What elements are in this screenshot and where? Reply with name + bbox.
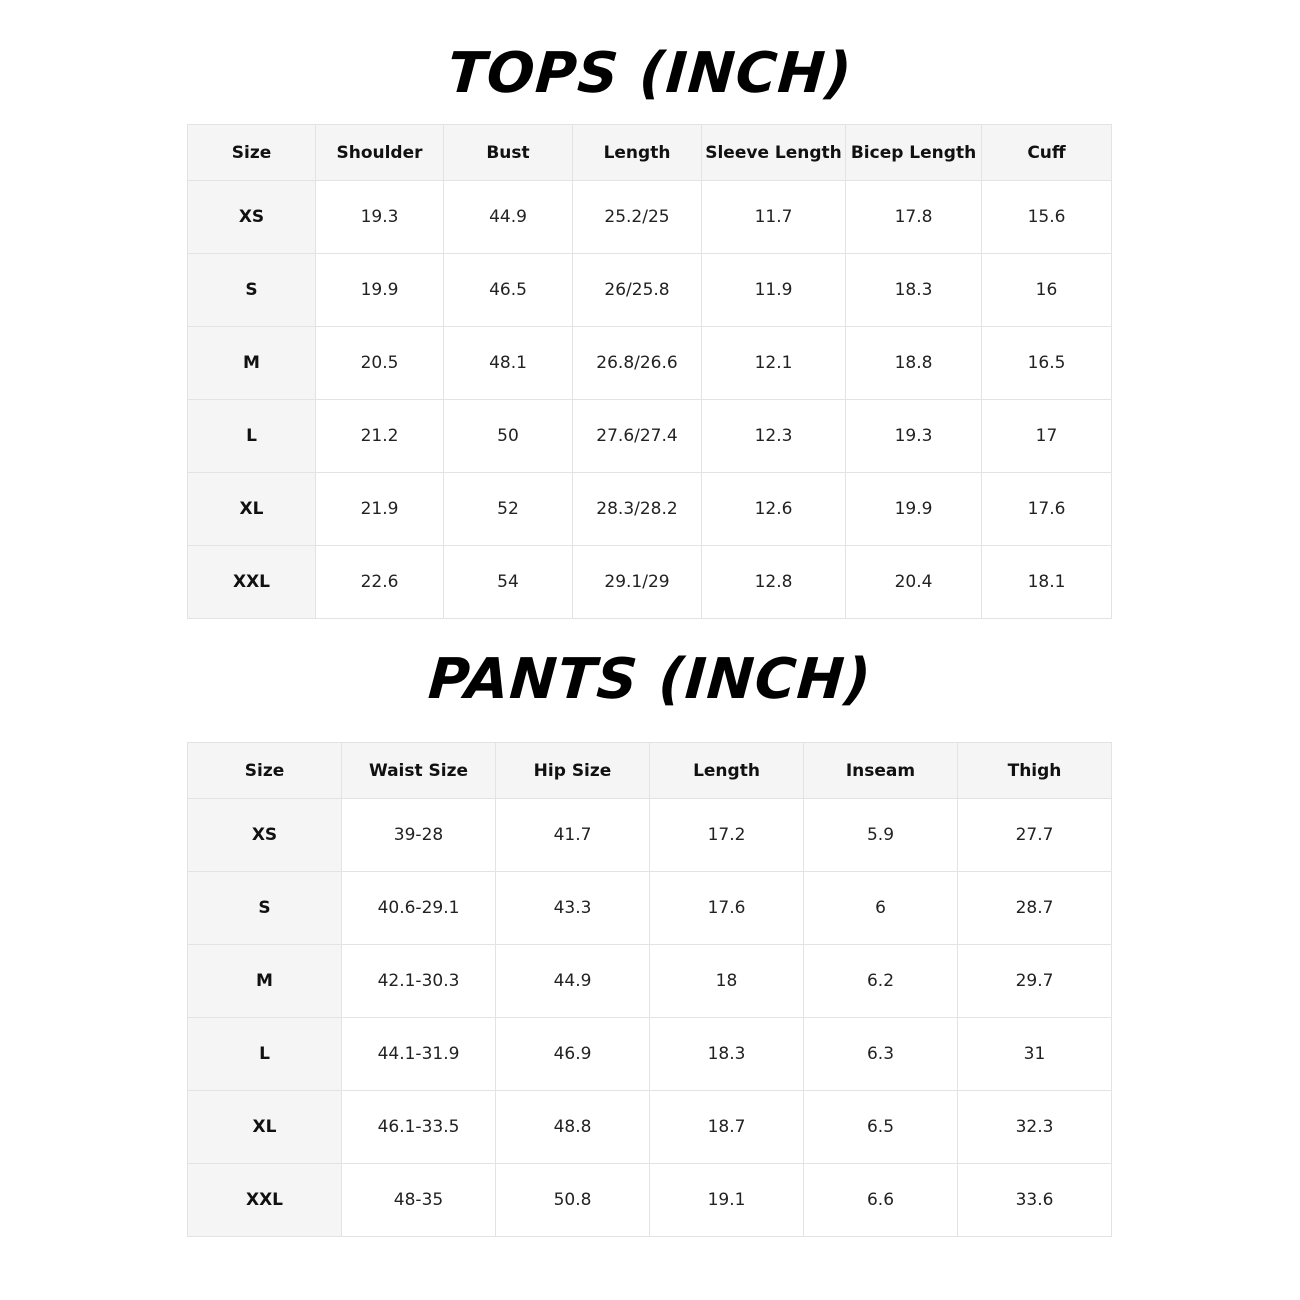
size-label: S bbox=[188, 254, 316, 327]
column-header-shoulder: Shoulder bbox=[316, 125, 444, 181]
table-cell: 46.1-33.5 bbox=[342, 1091, 496, 1164]
table-cell: 17.2 bbox=[650, 799, 804, 872]
size-label: S bbox=[188, 872, 342, 945]
table-cell: 27.6/27.4 bbox=[573, 400, 702, 473]
table-cell: 22.6 bbox=[316, 546, 444, 619]
tops-size-table bbox=[187, 124, 1112, 619]
table-row bbox=[188, 1164, 1112, 1237]
table-cell: 50 bbox=[444, 400, 573, 473]
table-cell: 48-35 bbox=[342, 1164, 496, 1237]
table-cell: 41.7 bbox=[496, 799, 650, 872]
table-cell: 20.4 bbox=[846, 546, 982, 619]
table-cell: 48.1 bbox=[444, 327, 573, 400]
table-row bbox=[188, 327, 1112, 400]
size-label: XS bbox=[188, 181, 316, 254]
table-cell: 44.9 bbox=[496, 945, 650, 1018]
table-cell: 18.7 bbox=[650, 1091, 804, 1164]
column-header-cuff: Cuff bbox=[982, 125, 1112, 181]
table-cell: 42.1-30.3 bbox=[342, 945, 496, 1018]
table-cell: 5.9 bbox=[804, 799, 958, 872]
column-header-sleeve-length: Sleeve Length bbox=[702, 125, 846, 181]
pants-size-table bbox=[187, 742, 1112, 1237]
size-label: XL bbox=[188, 1091, 342, 1164]
table-cell: 28.7 bbox=[958, 872, 1112, 945]
size-label: XXL bbox=[188, 546, 316, 619]
table-cell: 21.2 bbox=[316, 400, 444, 473]
table-cell: 19.1 bbox=[650, 1164, 804, 1237]
column-header-bust: Bust bbox=[444, 125, 573, 181]
table-cell: 29.7 bbox=[958, 945, 1112, 1018]
table-cell: 26/25.8 bbox=[573, 254, 702, 327]
table-cell: 44.9 bbox=[444, 181, 573, 254]
table-row bbox=[188, 473, 1112, 546]
table-cell: 46.9 bbox=[496, 1018, 650, 1091]
size-label: M bbox=[188, 945, 342, 1018]
table-cell: 6.5 bbox=[804, 1091, 958, 1164]
table-row bbox=[188, 400, 1112, 473]
size-label: L bbox=[188, 400, 316, 473]
table-cell: 31 bbox=[958, 1018, 1112, 1091]
table-cell: 20.5 bbox=[316, 327, 444, 400]
table-cell: 48.8 bbox=[496, 1091, 650, 1164]
table-cell: 21.9 bbox=[316, 473, 444, 546]
column-header-length: Length bbox=[650, 743, 804, 799]
table-cell: 18.3 bbox=[846, 254, 982, 327]
table-cell: 27.7 bbox=[958, 799, 1112, 872]
table-cell: 18.8 bbox=[846, 327, 982, 400]
table-cell: 32.3 bbox=[958, 1091, 1112, 1164]
table-row bbox=[188, 254, 1112, 327]
table-cell: 40.6-29.1 bbox=[342, 872, 496, 945]
table-cell: 19.9 bbox=[846, 473, 982, 546]
table-cell: 26.8/26.6 bbox=[573, 327, 702, 400]
table-row bbox=[188, 546, 1112, 619]
table-cell: 25.2/25 bbox=[573, 181, 702, 254]
table-cell: 16.5 bbox=[982, 327, 1112, 400]
column-header-hip-size: Hip Size bbox=[496, 743, 650, 799]
table-cell: 54 bbox=[444, 546, 573, 619]
column-header-size: Size bbox=[188, 743, 342, 799]
table-cell: 12.6 bbox=[702, 473, 846, 546]
table-cell: 17 bbox=[982, 400, 1112, 473]
size-label: XL bbox=[188, 473, 316, 546]
table-cell: 19.9 bbox=[316, 254, 444, 327]
table-cell: 19.3 bbox=[316, 181, 444, 254]
tops-title: TOPS (INCH) bbox=[445, 41, 855, 106]
table-cell: 52 bbox=[444, 473, 573, 546]
table-row bbox=[188, 799, 1112, 872]
table-header-row bbox=[188, 743, 1112, 799]
table-row bbox=[188, 1091, 1112, 1164]
column-header-size: Size bbox=[188, 125, 316, 181]
table-cell: 16 bbox=[982, 254, 1112, 327]
table-cell: 6.3 bbox=[804, 1018, 958, 1091]
size-label: XXL bbox=[188, 1164, 342, 1237]
table-cell: 39-28 bbox=[342, 799, 496, 872]
table-cell: 19.3 bbox=[846, 400, 982, 473]
size-label: XS bbox=[188, 799, 342, 872]
table-cell: 12.3 bbox=[702, 400, 846, 473]
table-cell: 18.1 bbox=[982, 546, 1112, 619]
table-cell: 50.8 bbox=[496, 1164, 650, 1237]
column-header-inseam: Inseam bbox=[804, 743, 958, 799]
table-cell: 18 bbox=[650, 945, 804, 1018]
table-cell: 28.3/28.2 bbox=[573, 473, 702, 546]
table-cell: 12.1 bbox=[702, 327, 846, 400]
table-cell: 6.2 bbox=[804, 945, 958, 1018]
table-cell: 6 bbox=[804, 872, 958, 945]
column-header-thigh: Thigh bbox=[958, 743, 1112, 799]
size-label: L bbox=[188, 1018, 342, 1091]
table-cell: 15.6 bbox=[982, 181, 1112, 254]
table-cell: 33.6 bbox=[958, 1164, 1112, 1237]
table-cell: 17.6 bbox=[650, 872, 804, 945]
column-header-waist-size: Waist Size bbox=[342, 743, 496, 799]
table-cell: 11.9 bbox=[702, 254, 846, 327]
table-cell: 17.6 bbox=[982, 473, 1112, 546]
table-cell: 11.7 bbox=[702, 181, 846, 254]
table-row bbox=[188, 945, 1112, 1018]
column-header-bicep-length: Bicep Length bbox=[846, 125, 982, 181]
table-cell: 44.1-31.9 bbox=[342, 1018, 496, 1091]
size-label: M bbox=[188, 327, 316, 400]
table-row bbox=[188, 1018, 1112, 1091]
table-cell: 46.5 bbox=[444, 254, 573, 327]
pants-title: PANTS (INCH) bbox=[426, 647, 874, 712]
table-cell: 6.6 bbox=[804, 1164, 958, 1237]
table-cell: 17.8 bbox=[846, 181, 982, 254]
table-header-row bbox=[188, 125, 1112, 181]
table-cell: 12.8 bbox=[702, 546, 846, 619]
column-header-length: Length bbox=[573, 125, 702, 181]
table-cell: 29.1/29 bbox=[573, 546, 702, 619]
table-row bbox=[188, 181, 1112, 254]
table-cell: 43.3 bbox=[496, 872, 650, 945]
table-row bbox=[188, 872, 1112, 945]
table-cell: 18.3 bbox=[650, 1018, 804, 1091]
